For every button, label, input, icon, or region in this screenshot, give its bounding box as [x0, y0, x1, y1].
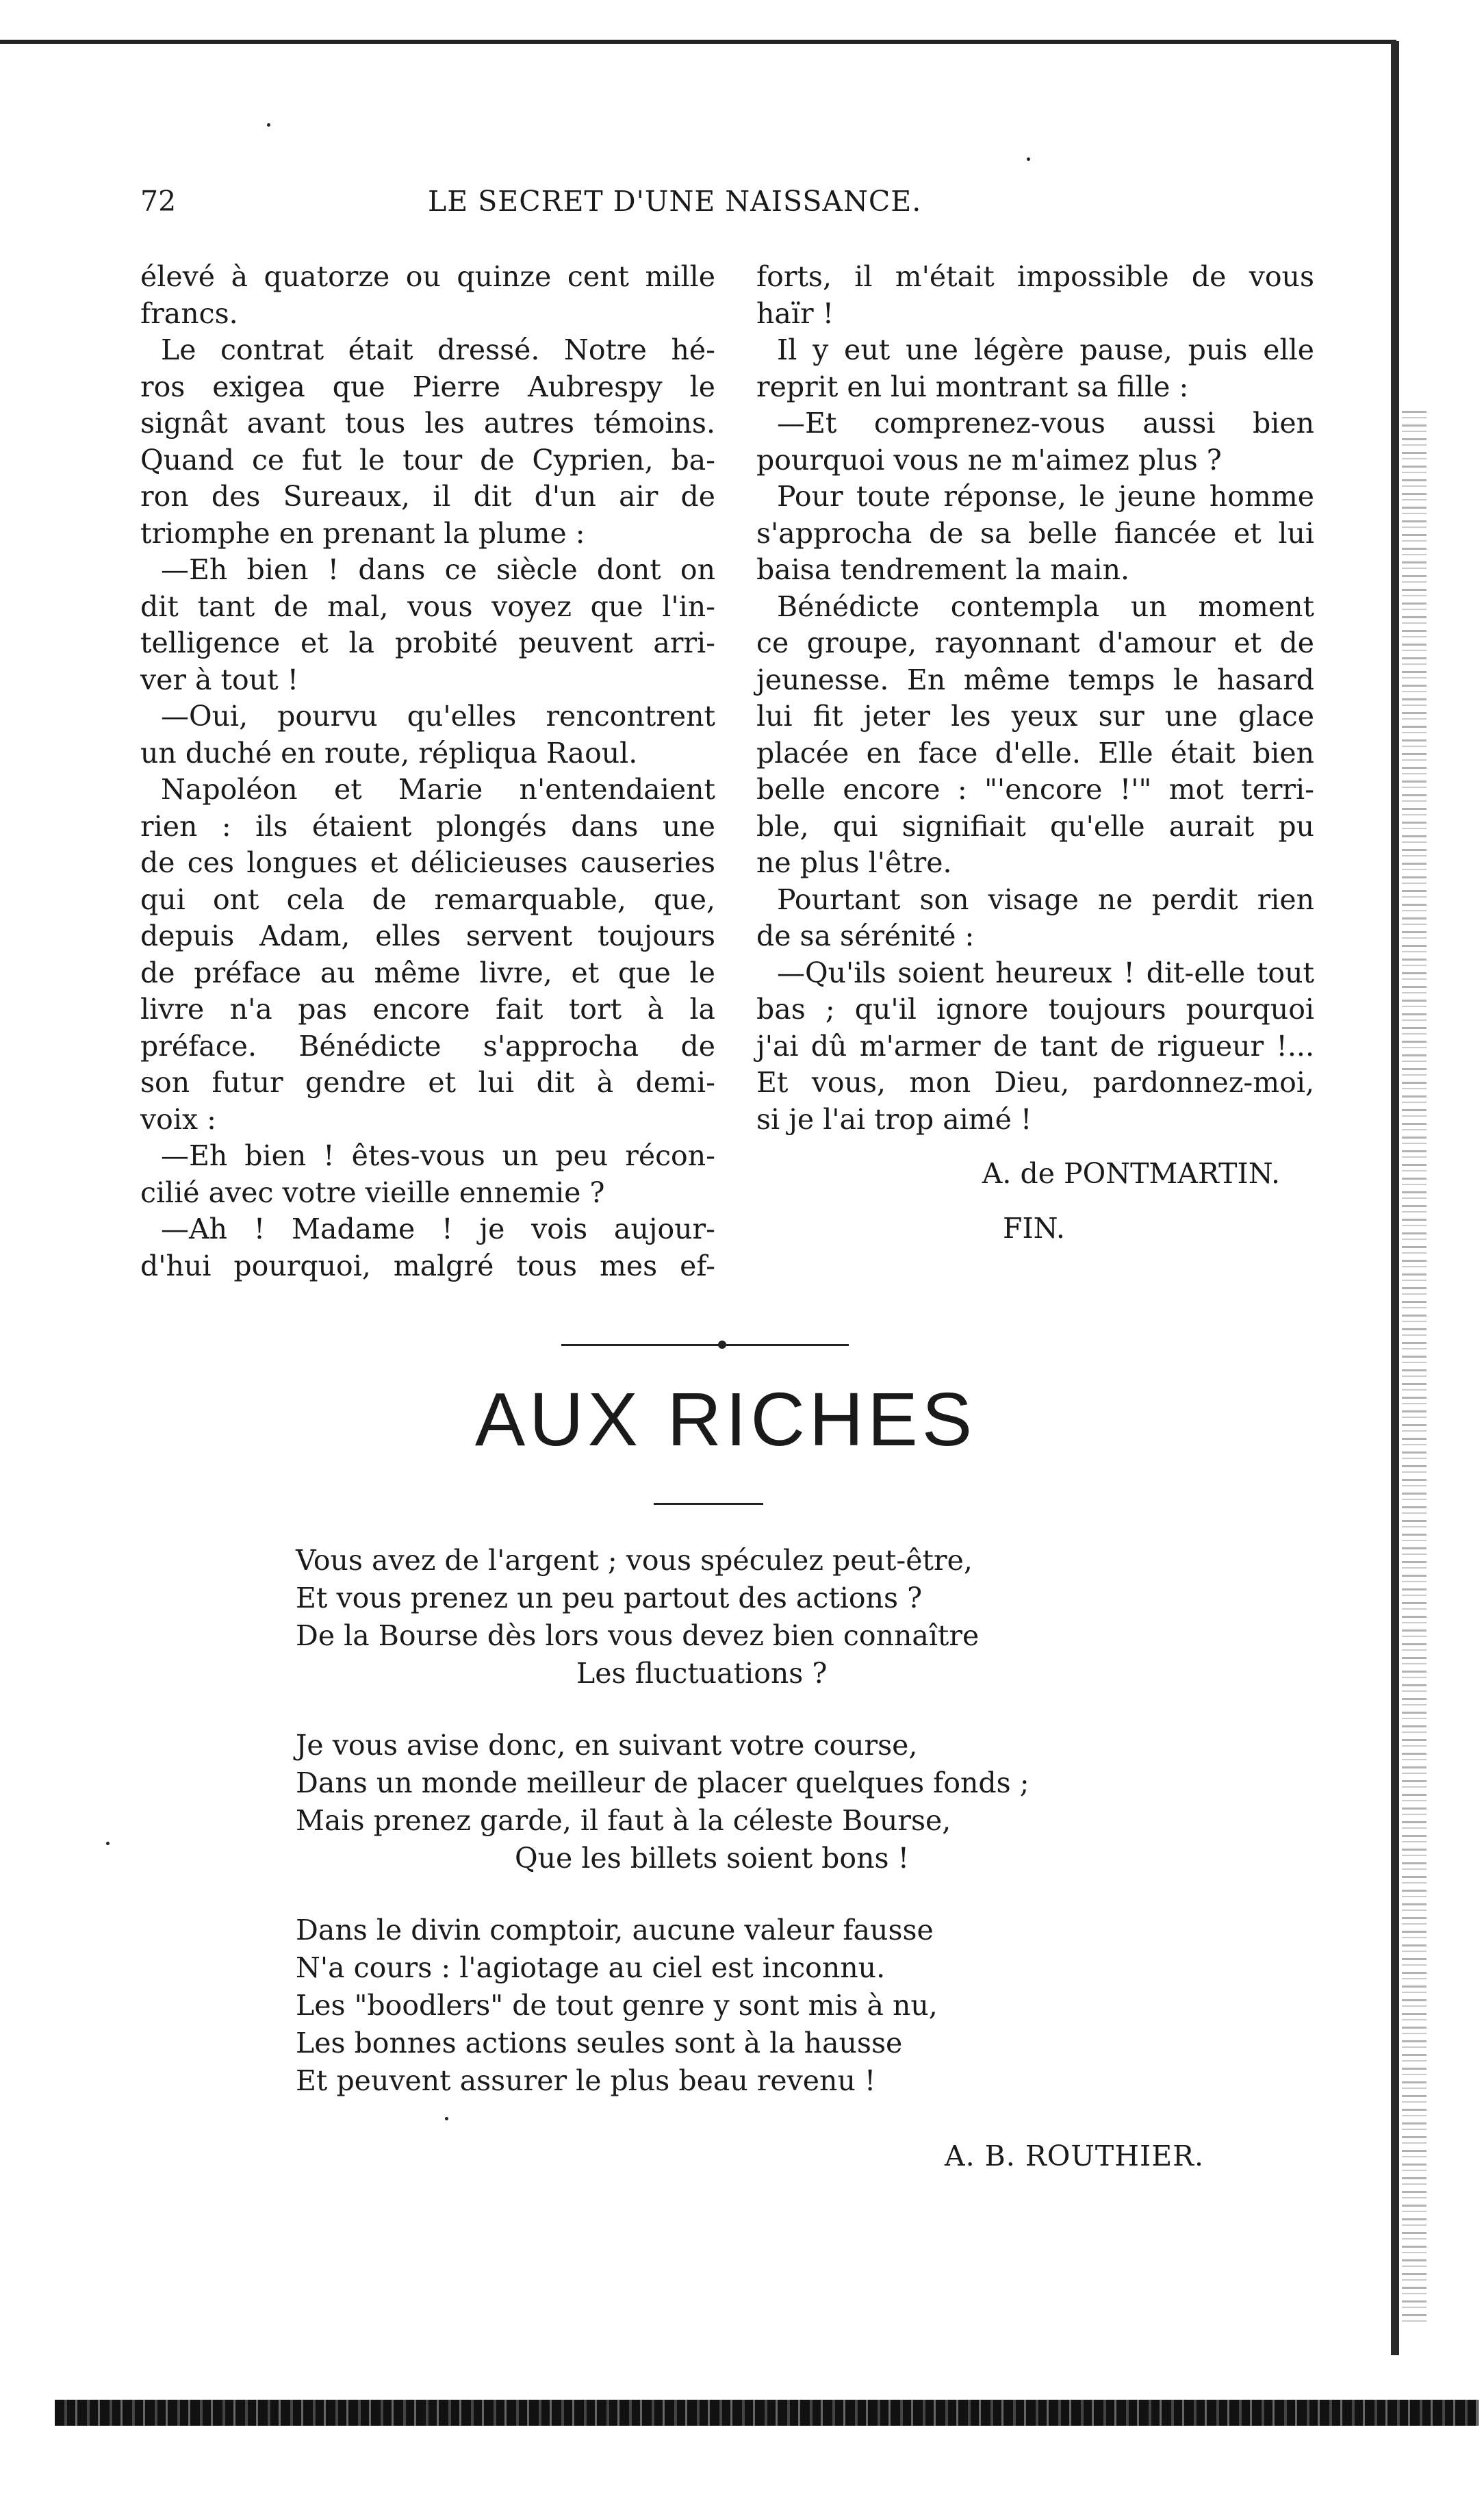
text-line: bas ; qu'il ignore toujours pourquoi	[756, 993, 1314, 1026]
text-line: Pour toute réponse, le jeune homme	[777, 480, 1314, 513]
poem-verse: Et vous prenez un peu partout des actions ?	[296, 1582, 923, 1614]
poem-title: AUX RICHES	[474, 1378, 977, 1462]
running-title: LE SECRET D'UNE NAISSANCE.	[428, 185, 922, 218]
text-line: Quand ce fut le tour de Cyprien, ba-	[140, 443, 715, 477]
text-line: —Eh bien ! êtes-vous un peu récon-	[161, 1139, 715, 1172]
text-line: dit tant de mal, vous voyez que l'in-	[140, 589, 715, 623]
text-line: préface. Bénédicte s'approcha de	[140, 1029, 715, 1063]
poem-verse: Les fluctuations ?	[576, 1657, 828, 1690]
stanza-break	[296, 1692, 1254, 1727]
text-line: Le contrat était dressé. Notre hé-	[161, 333, 715, 366]
text-line: depuis Adam, elles servent toujours	[140, 919, 715, 952]
text-line: —Oui, pourvu qu'elles rencontrent	[161, 700, 715, 733]
text-line: s'approcha de sa belle fiancée et lui	[756, 516, 1314, 550]
story-signature: A. de PONTMARTIN.	[982, 1157, 1280, 1190]
poem-verse: N'a cours : l'agiotage au ciel est inconnu.	[296, 1951, 886, 1984]
text-line: pourquoi vous ne m'aimez plus ?	[756, 443, 1222, 477]
text-line: ble, qui signifiait qu'elle aurait pu	[756, 809, 1314, 843]
text-line: placée en face d'elle. Elle était bien	[756, 736, 1314, 770]
scan-speck	[267, 123, 270, 127]
text-line: ver à tout !	[140, 663, 299, 696]
scan-speck	[106, 1842, 110, 1845]
text-line: ron des Sureaux, il dit d'un air de	[140, 480, 715, 513]
text-line: un duché en route, répliqua Raoul.	[140, 736, 638, 770]
text-line: cilié avec votre vieille ennemie ?	[140, 1176, 605, 1209]
text-line: ce groupe, rayonnant d'amour et de	[756, 626, 1314, 659]
end-mark: FIN.	[1003, 1211, 1065, 1245]
poem-verse: Les "boodlers" de tout genre y sont mis à nu,	[296, 1989, 938, 2022]
text-line: forts, il m'était impossible de vous	[756, 260, 1314, 293]
text-line: de préface au même livre, et que le	[140, 956, 715, 989]
page-header	[140, 185, 1273, 226]
text-line: baisa tendrement la main.	[756, 553, 1130, 586]
text-line: belle encore : "'encore !'" mot terri-	[756, 773, 1314, 806]
page-border-top	[0, 40, 1396, 44]
page-edge-scan-texture	[1402, 411, 1427, 2328]
text-line: si je l'ai trop aimé !	[756, 1102, 1032, 1136]
page-number: 72	[140, 185, 177, 218]
text-line: d'hui pourquoi, malgré tous mes ef-	[140, 1249, 715, 1282]
text-line: de sa sérénité :	[756, 919, 975, 952]
text-line: —Eh bien ! dans ce siècle dont on	[161, 553, 715, 586]
text-line: voix :	[140, 1102, 216, 1136]
story-right-column	[756, 259, 1314, 1247]
text-line: —Et comprenez-vous aussi bien	[777, 407, 1314, 440]
poem-verse: Vous avez de l'argent ; vous spéculez peut-être,	[296, 1544, 973, 1577]
poem-verse: Dans le divin comptoir, aucune valeur fausse	[296, 1914, 934, 1946]
text-line: Napoléon et Marie n'entendaient	[161, 773, 715, 806]
section-divider	[561, 1344, 849, 1346]
poem-verse: Les bonnes actions seules sont à la hausse	[296, 2027, 903, 2059]
poem-verse: Et peuvent assurer le plus beau revenu !	[296, 2064, 876, 2097]
poem-verse: Mais prenez garde, il faut à la céleste Bourse,	[296, 1804, 951, 1837]
text-line: rien : ils étaient plongés dans une	[140, 809, 715, 843]
poem-verse: Dans un monde meilleur de placer quelques fonds ;	[296, 1766, 1029, 1799]
spacer	[756, 1138, 1314, 1156]
text-line: lui fit jeter les yeux sur une glace	[756, 700, 1314, 733]
text-line: Pourtant son visage ne perdit rien	[777, 883, 1314, 916]
page-border-bottom	[55, 2400, 1479, 2426]
text-line: signât avant tous les autres témoins.	[140, 407, 715, 440]
scan-speck	[445, 2117, 448, 2120]
story-left-column	[140, 259, 715, 1284]
text-line: livre n'a pas encore fait tort à la	[140, 993, 715, 1026]
page-border-right	[1391, 41, 1399, 2355]
text-line: j'ai dû m'armer de tant de rigueur !...	[756, 1029, 1314, 1063]
text-line: de ces longues et délicieuses causeries	[140, 846, 715, 879]
spacer	[756, 1193, 1314, 1210]
scan-speck	[1027, 157, 1030, 161]
poem-verse: De la Bourse dès lors vous devez bien connaître	[296, 1619, 980, 1652]
text-line: ne plus l'être.	[756, 846, 952, 879]
text-line: son futur gendre et lui dit à demi-	[140, 1066, 715, 1099]
text-line: Et vous, mon Dieu, pardonnez-moi,	[756, 1066, 1314, 1099]
text-line: telligence et la probité peuvent arri-	[140, 626, 715, 659]
text-line: Bénédicte contempla un moment	[777, 589, 1314, 623]
poem-body	[296, 1542, 1254, 2100]
poem-verse: Je vous avise donc, en suivant votre course,	[296, 1729, 918, 1762]
text-line: —Ah ! Madame ! je vois aujour-	[161, 1213, 715, 1245]
poem-author: A. B. ROUTHIER.	[945, 2140, 1205, 2172]
text-line: ros exigea que Pierre Aubrespy le	[140, 370, 715, 403]
text-line: jeunesse. En même temps le hasard	[756, 663, 1314, 696]
section-divider-ornament	[718, 1341, 726, 1349]
text-line: Il y eut une légère pause, puis elle	[777, 333, 1314, 366]
stanza-break	[296, 1877, 1254, 1912]
title-underline	[654, 1503, 763, 1505]
text-line: —Qu'ils soient heureux ! dit-elle tout	[777, 956, 1314, 989]
poem-verse: Que les billets soient bons !	[515, 1842, 910, 1875]
text-line: haïr !	[756, 296, 834, 330]
text-line: triomphe en prenant la plume :	[140, 516, 585, 550]
text-line: qui ont cela de remarquable, que,	[140, 883, 715, 916]
text-line: reprit en lui montrant sa fille :	[756, 370, 1189, 403]
text-line: francs.	[140, 296, 238, 330]
text-line: élevé à quatorze ou quinze cent mille	[140, 260, 715, 293]
